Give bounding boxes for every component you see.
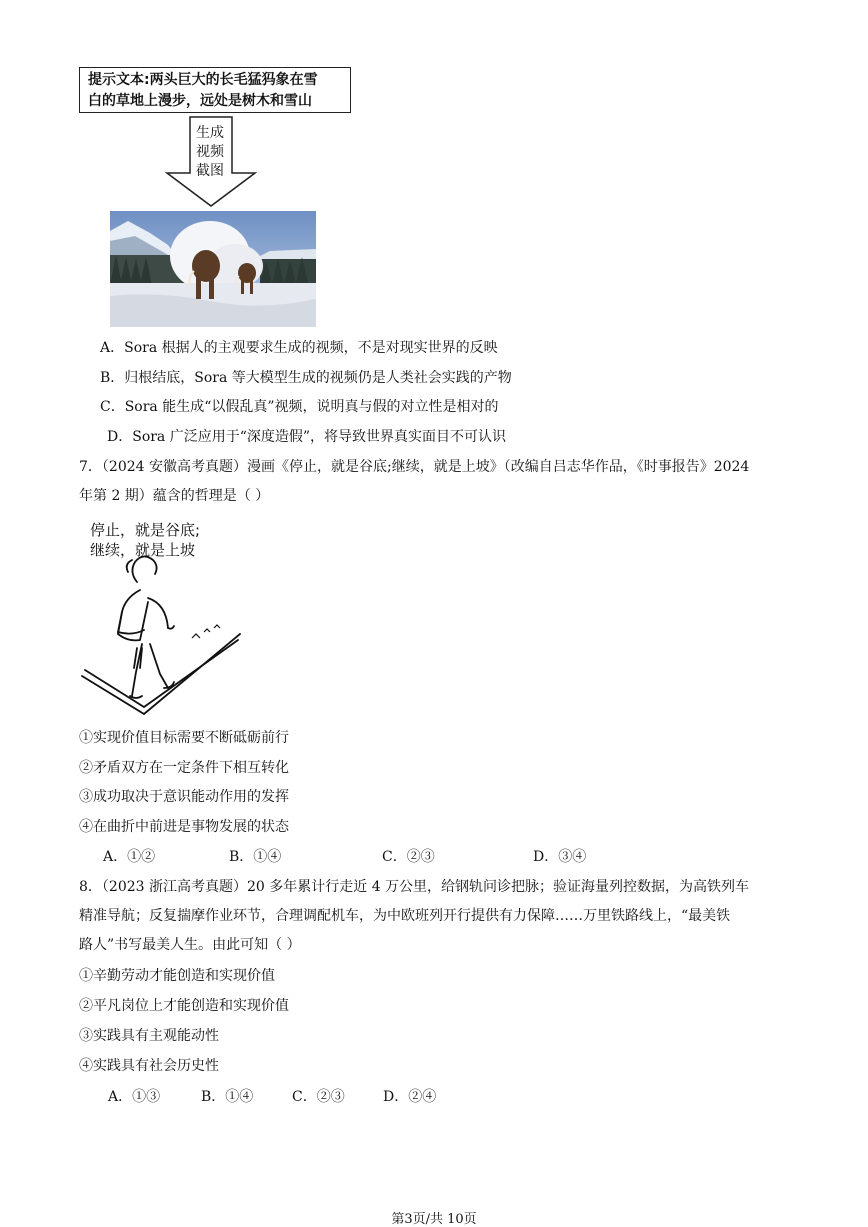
- comic-hiker-illustration: [80, 520, 245, 720]
- q8-option-a: A．①③: [108, 1089, 161, 1105]
- q7-stem-line-2: 年第 2 期）蕴含的哲理是（ ）: [79, 488, 270, 504]
- prompt-line-1: 提示文本:两头巨大的长毛猛犸象在雪: [88, 72, 318, 88]
- page-number: 第3页/共 10页: [391, 1212, 477, 1227]
- q7-item-2: ②矛盾双方在一定条件下相互转化: [79, 760, 289, 776]
- q8-item-4: ④实践具有社会历史性: [79, 1058, 219, 1074]
- q7-item-4: ④在曲折中前进是事物发展的状态: [79, 819, 289, 835]
- mammoth-video-screenshot: [110, 211, 316, 327]
- q8-option-c: C．②③: [292, 1089, 345, 1105]
- q7-item-3: ③成功取决于意识能动作用的发挥: [79, 789, 289, 805]
- q6-option-c: C．Sora 能生成“以假乱真”视频，说明真与假的对立性是相对的: [100, 399, 499, 415]
- q8-stem-line-3: 路人”书写最美人生。由此可知（ ）: [79, 937, 301, 953]
- q6-option-d: D．Sora 广泛应用于“深度造假”，将导致世界真实面目不可认识: [107, 429, 507, 445]
- q8-option-b: B．①④: [201, 1089, 254, 1105]
- q6-option-a: A．Sora 根据人的主观要求生成的视频，不是对现实世界的反映: [100, 340, 498, 356]
- q7-option-c: C．②③: [382, 849, 435, 865]
- q8-item-3: ③实践具有主观能动性: [79, 1028, 219, 1044]
- q7-option-a: A．①②: [103, 849, 156, 865]
- q6-option-b: B．归根结底，Sora 等大模型生成的视频仍是人类社会实践的产物: [100, 370, 512, 386]
- q7-option-d: D．③④: [533, 849, 587, 865]
- prompt-text-box: [79, 67, 351, 113]
- q7-stem-line-1: 7．（2024 安徽高考真题）漫画《停止，就是谷底;继续，就是上坡》（改编自吕志华作品，《时事报告》2024: [79, 459, 750, 475]
- q8-option-d: D．②④: [383, 1089, 437, 1105]
- q8-item-2: ②平凡岗位上才能创造和实现价值: [79, 998, 289, 1014]
- comic-caption: 停止，就是谷底; 继续，就是上坡: [90, 521, 201, 559]
- q8-item-1: ①辛勤劳动才能创造和实现价值: [79, 968, 275, 984]
- arrow-caption: 生成 视频 截图: [196, 125, 224, 179]
- q7-option-b: B．①④: [229, 849, 282, 865]
- q8-stem-line-2: 精准导航；反复揣摩作业环节，合理调配机车，为中欧班列开行提供有力保障……万里铁路线上，“最美铁: [79, 908, 731, 924]
- q8-stem-line-1: 8．（2023 浙江高考真题）20 多年累计行走近 4 万公里，给钢轨问诊把脉；验证海量列控数据，为高铁列车: [79, 879, 750, 895]
- prompt-line-2: 白的草地上漫步，远处是树木和雪山: [88, 93, 312, 109]
- q7-item-1: ①实现价值目标需要不断砥砺前行: [79, 730, 289, 746]
